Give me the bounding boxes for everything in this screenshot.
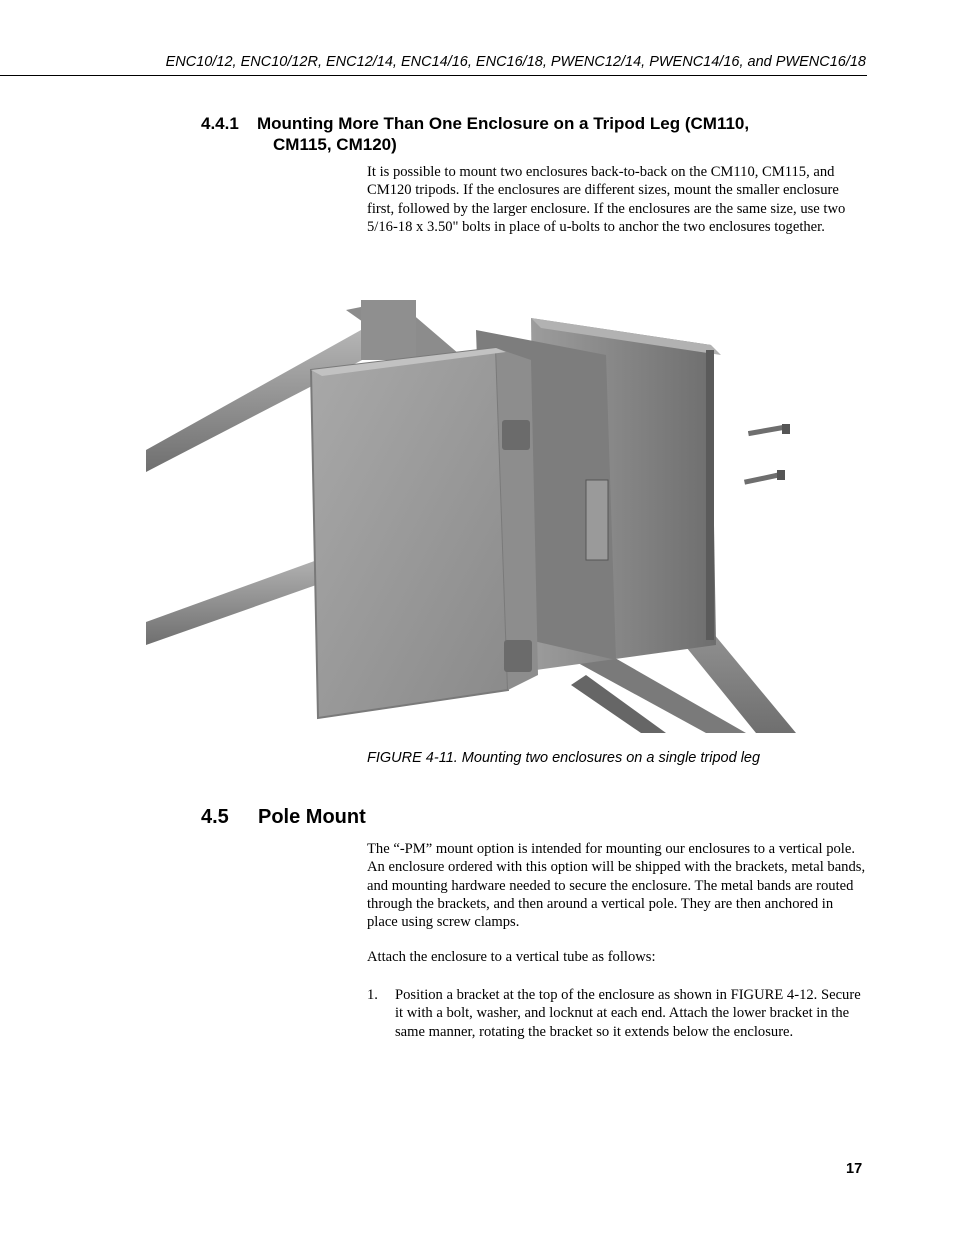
list-marker: 1. <box>367 987 378 1003</box>
section-title-line2: CM115, CM120) <box>273 135 397 154</box>
enclosure-mount-illustration <box>146 300 860 733</box>
section-heading-4-5 <box>201 806 366 829</box>
header-rule <box>0 75 867 76</box>
list-item-text: Position a bracket at the top of the enclosure as shown in FIGURE 4-12. Secure it with a bolt, washer, and locknut at each end. Attach the lower bracket in the same manner, rotating the bracket so it extends below the enclosure. <box>395 987 861 1040</box>
list-item <box>367 986 867 1041</box>
section-number: 4.5 <box>201 806 229 828</box>
instructions-intro: Attach the enclosure to a vertical tube as follows: <box>367 949 656 965</box>
section-title-line1: Mounting More Than One Enclosure on a Tripod Leg (CM110, <box>257 114 750 133</box>
intro-paragraph: It is possible to mount two enclosures back-to-back on the CM110, CM115, and CM120 tripods. If the enclosures are different sizes, mount the smaller enclosure first, followed by the larger enclosure. If the enclosures are the same size, use two 5/16-18 x 3.50" bolts in place of u-bolts to anchor the two enclosures together. <box>367 164 846 235</box>
section-heading-4-4-1 <box>201 113 861 155</box>
section-number: 4.4.1 <box>201 114 239 133</box>
section-title: Pole Mount <box>258 806 366 828</box>
pole-mount-paragraph: The “-PM” mount option is intended for mounting our enclosures to a vertical pole. An enclosure ordered with this option will be shipped with the brackets, metal bands, and mounting hardware needed to secure the enclosure. The metal bands are routed through the brackets, and then around a vertical pole. They are then anchored in place using screw clamps. <box>367 841 866 931</box>
figure-caption: FIGURE 4-11. Mounting two enclosures on a single tripod leg <box>367 750 761 766</box>
page-number: 17 <box>846 1161 863 1177</box>
running-header: ENC10/12, ENC10/12R, ENC12/14, ENC14/16, ENC16/18, PWENC12/14, PWENC14/16, and PWENC16/18 <box>165 54 866 70</box>
